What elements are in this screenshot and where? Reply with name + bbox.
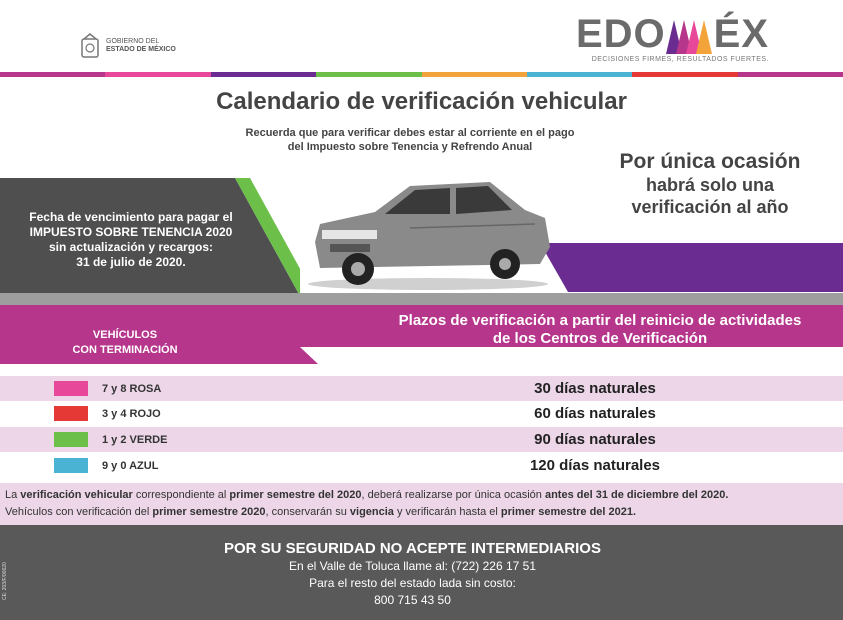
table-row: [0, 376, 843, 401]
deadlines-header-line1: Plazos de verificación a partir del reinicio de actividades: [398, 312, 802, 329]
gobierno-text: [106, 38, 176, 54]
deadline-line4: 31 de julio de 2020.: [76, 255, 186, 269]
fn-text: Vehículos con verificación del: [5, 506, 153, 518]
notice-line2: habrá solo una: [645, 175, 775, 195]
fn-bold: vigencia: [349, 506, 394, 518]
footnote: [0, 483, 843, 525]
gobierno-line2: ESTADO DE MÉXICO: [106, 46, 176, 53]
pink-swatch: [54, 381, 88, 396]
footnote-line1: [0, 483, 843, 504]
deadlines-header-line2: de los Centros de Verificación: [492, 330, 708, 347]
divider-bar: [0, 293, 843, 305]
footer-warning: POR SU SEGURIDAD NO ACEPTE INTERMEDIARIOS: [224, 540, 601, 557]
fn-text: correspondiente al: [132, 489, 230, 501]
vehicles-header-line2: CON TERMINACIÓN: [72, 344, 178, 356]
footer-line1: En el Valle de Toluca llame al: (722) 226 17 51: [288, 559, 537, 573]
side-code: CE: 203/F/00620: [2, 562, 8, 600]
seal-icon: [80, 33, 100, 59]
notice-line1: Por única ocasión: [619, 150, 801, 173]
deadline-text: [8, 210, 254, 270]
fn-bold: verificación vehicular: [20, 489, 133, 501]
edomex-brand: [576, 14, 769, 63]
purple-band: [540, 243, 843, 292]
deadline-line2: IMPUESTO SOBRE TENENCIA 2020: [29, 225, 233, 239]
vehicles-header-line1: VEHÍCULOS: [92, 329, 158, 341]
single-occasion-notice: [588, 150, 832, 218]
row-days: 120 días naturales: [529, 457, 661, 474]
subtitle-line2: del Impuesto sobre Tenencia y Refrendo Anual: [287, 141, 533, 153]
subtitle: [180, 126, 640, 154]
deadlines-header: [365, 312, 835, 348]
footnote-line2: [0, 504, 843, 521]
fn-text: La: [5, 489, 21, 501]
subtitle-line1: Recuerda que para verificar debes estar al corriente en el pago: [245, 127, 575, 139]
row-days: 60 días naturales: [534, 405, 656, 422]
color-stripe: [0, 72, 843, 77]
fn-text: , conservarán su: [265, 506, 350, 518]
fn-bold: primer semestre 2020: [152, 506, 266, 518]
brand-m-icon: [666, 20, 714, 54]
row-days: 90 días naturales: [534, 431, 656, 448]
table-row: [0, 453, 843, 478]
brand-tagline: DECISIONES FIRMES, RESULTADOS FUERTES.: [591, 56, 769, 63]
row-label: 3 y 4 ROJO: [102, 407, 161, 420]
deadline-line1: Fecha de vencimiento para pagar el: [29, 210, 233, 224]
edomex-wordmark: [576, 14, 769, 54]
fn-bold: primer semestre del 2020: [229, 489, 362, 501]
vehicles-header: [40, 328, 210, 358]
green-swatch: [54, 432, 88, 447]
row-label: 1 y 2 VERDE: [102, 433, 168, 446]
footer-phone: 800 715 43 50: [374, 593, 451, 607]
row-days: 30 días naturales: [534, 380, 656, 397]
fn-bold: primer semestre del 2021.: [500, 506, 637, 518]
row-label: 7 y 8 ROSA: [102, 382, 162, 395]
footer-line2: Para el resto del estado lada sin costo:: [309, 576, 516, 590]
fn-bold: antes del 31 de diciembre del 2020.: [544, 489, 729, 501]
fn-text: , deberá realizarse por única ocasión: [361, 489, 545, 501]
deadline-line3: sin actualización y recargos:: [48, 240, 214, 254]
brand-suffix: ÉX: [713, 12, 769, 56]
brand-prefix: EDO: [575, 12, 666, 56]
blue-swatch: [54, 458, 88, 473]
notice-line3: verificación al año: [631, 197, 789, 217]
gobierno-line1: GOBIERNO DEL: [106, 38, 160, 45]
row-label: 9 y 0 AZUL: [102, 459, 159, 472]
fn-text: y verificarán hasta el: [393, 506, 501, 518]
table-row: [0, 401, 843, 426]
gobierno-logo: [80, 33, 176, 59]
page-title: Calendario de verificación vehicular: [216, 88, 627, 115]
red-swatch: [54, 406, 88, 421]
table-row: [0, 427, 843, 452]
car-image: [300, 172, 555, 294]
